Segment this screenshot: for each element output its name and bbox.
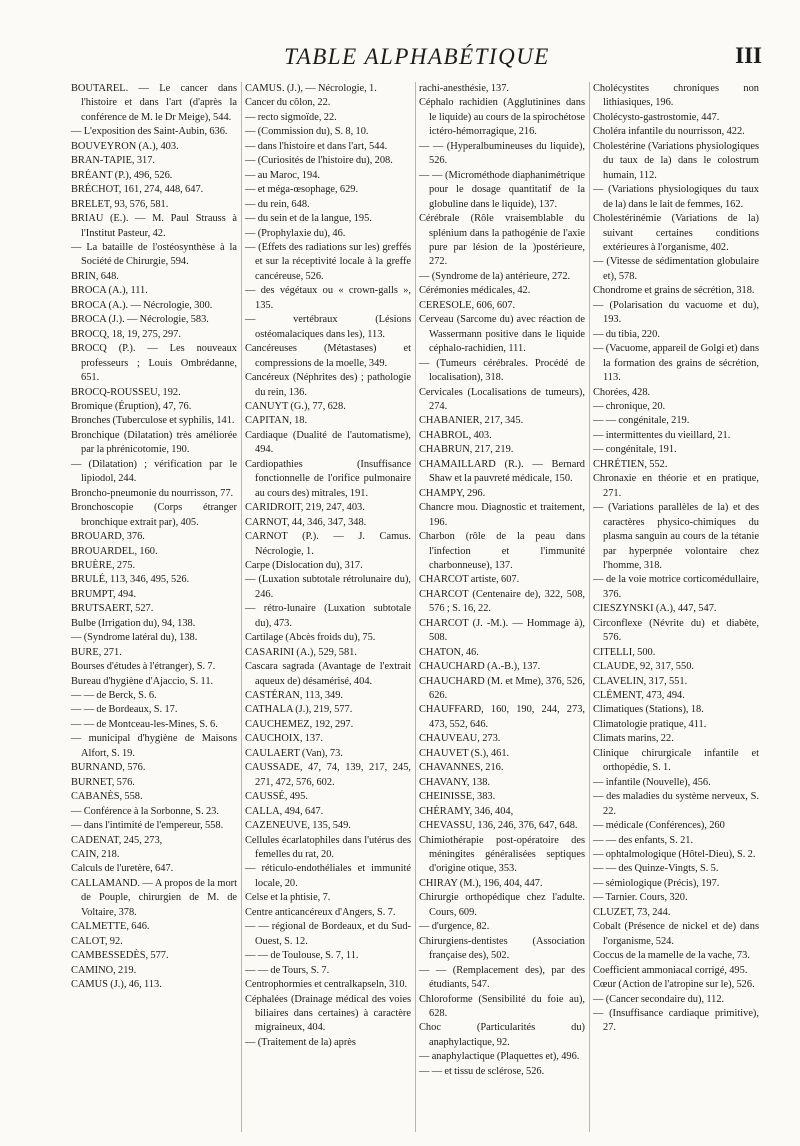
index-entry: Cellules écarlatophiles dans l'utérus des femelles du rat, 20. — [245, 834, 411, 861]
index-entry: — réticulo-endothéliales et immunité locale, 20. — [245, 863, 411, 889]
index-entry: CAPITAN, 18. — [245, 415, 308, 427]
index-entry: CHAUCHARD (A.-B.), 137. — [419, 661, 541, 673]
index-column-2 — [241, 82, 415, 1132]
index-entry: — Tarnier. Cours, 320. — [593, 892, 688, 904]
index-entry: BURE, 271. — [71, 646, 122, 658]
index-entry: — sémiologique (Précis), 197. — [593, 877, 720, 889]
index-entry: Cholestérinémie (Variations de la) suivant certaines conditions extérieures à l'organisme, 402. — [593, 213, 759, 253]
index-entry: BURNET, 576. — [71, 776, 135, 788]
index-entry: CLAUDE, 92, 317, 550. — [593, 661, 694, 673]
index-entry: CHARCOT (Centenaire de), 322, 508, 576 ; S. 16, 22. — [419, 588, 585, 615]
index-entry: Bronchoscopie (Corps étranger bronchique extrait par), 405. — [71, 502, 237, 528]
index-entry: Charbon (rôle de la peau dans l'infection et l'immunité charbonneuse), 137. — [419, 531, 585, 571]
index-entry: BRIAU (E.). — M. Paul Strauss à l'Institut Pasteur, 42. — [71, 213, 237, 239]
index-entry: — dans l'intimité de l'empereur, 558. — [71, 820, 224, 832]
index-entry: — (Syndrome de la) antérieure, 272. — [419, 270, 571, 282]
index-entry: CALLAMAND. — A propos de la mort de Pouple, chirurgien de M. de Voltaire, 378. — [71, 877, 237, 918]
index-entry: CHABANIER, 217, 345. — [419, 415, 524, 427]
index-entry: CERESOLE, 606, 607. — [419, 299, 516, 311]
index-entry: CASARINI (A.), 529, 581. — [245, 646, 357, 658]
index-entry: CHAUFFARD, 160, 190, 244, 273, 473, 552, 646. — [419, 704, 585, 730]
index-entry: Céphalo rachidien (Agglutinines dans le liquide) au cours de la spirochétose ictéro-hémorragique, 216. — [419, 97, 585, 138]
index-entry: — — de Montceau-les-Mines, S. 6. — [71, 718, 218, 730]
index-entry: CHAMPY, 296. — [419, 487, 486, 499]
index-entry: CHEVASSU, 136, 246, 376, 647, 648. — [419, 820, 578, 832]
index-entry: Carpe (Dislocation du), 317. — [245, 559, 363, 571]
index-entry: — — (Remplacement des), par des étudiants, 547. — [419, 964, 585, 991]
index-entry: CHABROL, 403. — [419, 429, 492, 441]
index-entry: Choc (Particularités du) anaphylactique, 92. — [419, 1022, 585, 1048]
index-entry: CAUSSADE, 47, 74, 139, 217, 245, 271, 472, 576, 602. — [245, 762, 411, 788]
index-entry: — — de Tours, S. 7. — [245, 964, 330, 976]
index-entry: Cœur (Action de l'atropine sur le), 526. — [593, 979, 755, 991]
index-entry: Chimiothérapie post-opératoire des méningites généralisées septiques d'origine otique, 353. — [419, 834, 585, 875]
index-entry: Centrophormies et centralkapseln, 310. — [245, 979, 408, 991]
index-column-1 — [68, 82, 241, 1132]
index-entry: CALLA, 494, 647. — [245, 805, 324, 817]
index-entry: — municipal d'hygiène de Maisons Alfort, S. 19. — [71, 733, 237, 759]
index-entry: CATHALA (J.), 219, 577. — [245, 704, 353, 716]
index-entry: — des végétaux ou « crown-galls », 135. — [245, 285, 411, 311]
page-header — [72, 40, 762, 76]
index-entry: Chancre mou. Diagnostic et traitement, 196. — [419, 502, 585, 528]
index-entry: Cancéreux (Néphrites des) ; pathologie du rein, 136. — [245, 372, 411, 398]
index-entry: CAMUS. (J.), — Nécrologie, 1. — [245, 83, 377, 94]
index-entry: — vertébraux (Lésions ostéomalaciques dans les), 113. — [245, 314, 411, 340]
index-entry: BROUARD, 376. — [71, 531, 145, 543]
index-entry: — (Dilatation) ; vérification par le lipiodol, 244. — [71, 458, 237, 485]
index-entry: Chorées, 428. — [593, 386, 651, 398]
index-entry: CHATON, 46. — [419, 646, 479, 658]
index-entry: BRELET, 93, 576, 581. — [71, 198, 169, 210]
index-entry: CHEINISSE, 383. — [419, 791, 496, 803]
index-entry: — infantile (Nouvelle), 456. — [593, 776, 711, 788]
index-entry: Cervicales (Localisations de tumeurs), 274. — [419, 386, 585, 412]
index-entry: CALMETTE, 646. — [71, 921, 150, 933]
index-entry: Bronchique (Dilatation) très améliorée par la phrénicotomie, 190. — [71, 429, 237, 456]
index-entry: — (Luxation subtotale rétrolunaire du), 246. — [245, 574, 411, 600]
index-entry: BROCQ, 18, 19, 275, 297. — [71, 328, 181, 340]
index-entry: Clinique chirurgicale infantile et orthopédie, S. 1. — [593, 747, 759, 774]
index-entry: BURNAND, 576. — [71, 762, 146, 774]
index-entry: BROCQ-ROUSSEU, 192. — [71, 386, 181, 398]
index-entry: — — de Berck, S. 6. — [71, 690, 157, 702]
index-entry: CHAMAILLARD (R.). — Bernard Shaw et la pauvreté médicale, 150. — [419, 458, 585, 485]
index-entry: CANUYT (G.), 77, 628. — [245, 400, 346, 412]
index-entry: CAMBESSEDÈS, 577. — [71, 950, 169, 962]
index-entry: CARNOT (P.). — J. Camus. Nécrologie, 1. — [245, 531, 411, 557]
index-entry: — chronique, 20. — [593, 400, 666, 412]
index-entry: — — et tissu de sclérose, 526. — [419, 1065, 545, 1077]
index-entry: Cobalt (Présence de nickel et de) dans l'organisme, 524. — [593, 921, 759, 947]
index-entry: — (Vacuome, appareil de Golgi et) dans la formation des grains de sécrétion, 113. — [593, 343, 759, 384]
index-entry: CHAUCHARD (M. et Mme), 376, 526, 626. — [419, 675, 585, 702]
index-entry: CHARCOT (J. -M.). — Hommage à), 508. — [419, 617, 585, 644]
index-entry: Choléra infantile du nourrisson, 422. — [593, 126, 745, 138]
index-entry: — des maladies du système nerveux, S. 22. — [593, 791, 759, 817]
index-entry: Cardiaque (Dualité de l'automatisme), 494. — [245, 429, 411, 456]
index-entry: Chloroforme (Sensibilité du foie au), 628. — [419, 993, 585, 1019]
index-entry: — (Tumeurs cérébrales. Procédé de localisation), 318. — [419, 357, 585, 384]
index-entry: — ophtalmologique (Hôtel-Dieu), S. 2. — [593, 849, 756, 861]
index-entry: CAMINO, 219. — [71, 964, 137, 976]
index-entry: CIESZYNSKI (A.), 447, 547. — [593, 603, 717, 615]
index-entry: BOUVEYRON (A.), 403. — [71, 140, 179, 152]
index-entry: Bulbe (Irrigation du), 94, 138. — [71, 617, 196, 629]
index-entry: BROCA (A.), 111. — [71, 285, 148, 297]
index-entry: Cholécysto-gastrostomie, 447. — [593, 111, 720, 123]
index-entry: CARNOT, 44, 346, 347, 348. — [245, 516, 367, 528]
index-entry: CHABRUN, 217, 219. — [419, 444, 514, 456]
index-entry: Cerveau (Sarcome du) avec réaction de Wassermann positive dans le liquide céphalo-rachidien, 111. — [419, 314, 585, 355]
index-entry: — — (Hyperalbumineuses du liquide), 526. — [419, 140, 585, 167]
index-entry: — (Effets des radiations sur les) greffés et sur la réceptivité locale à la greffe cancéreuse, 526. — [245, 241, 411, 282]
index-entry: Chronaxie en théorie et en pratique, 271. — [593, 473, 759, 499]
index-entry: Chirurgie orthopédique chez l'adulte. Cours, 609. — [419, 892, 585, 918]
index-entry: — (Insuffisance cardiaque primitive), 27. — [593, 1008, 759, 1034]
index-entry: CAZENEUVE, 135, 549. — [245, 820, 351, 832]
page-number: III — [735, 43, 762, 68]
index-entry: CHAVANNES, 216. — [419, 762, 504, 774]
index-entry: Circonflexe (Névrite du) et diabète, 576. — [593, 617, 759, 644]
index-entry: — (Prophylaxie du), 46. — [245, 227, 346, 239]
index-entry: — dans l'histoire et dans l'art, 544. — [245, 140, 388, 152]
index-entry: Chirurgiens-dentistes (Association française des), 502. — [419, 935, 585, 962]
index-entry: BROCA (A.). — Nécrologie, 300. — [71, 299, 213, 311]
index-entry: Cartilage (Abcès froids du), 75. — [245, 632, 376, 644]
index-entry: — et méga-œsophage, 629. — [245, 184, 359, 196]
index-entry: — de la voie motrice corticomédullaire, 376. — [593, 574, 759, 600]
index-entry: — La bataille de l'ostéosynthèse à la Société de Chirurgie, 594. — [71, 241, 237, 268]
index-entry: CHRÉTIEN, 552. — [593, 458, 668, 470]
index-entry: Chondrome et grains de sécrétion, 318. — [593, 285, 755, 297]
index-entry: Calculs de l'uretère, 647. — [71, 863, 174, 875]
index-entry: CLAVELIN, 317, 551. — [593, 675, 688, 687]
index-entry: Cascara sagrada (Avantage de l'extrait aqueux de) désamérisé, 404. — [245, 661, 411, 687]
index-entry: Cérémonies médicales, 42. — [419, 285, 531, 297]
index-entry: Broncho-pneumonie du nourrisson, 77. — [71, 487, 234, 499]
index-entry: — (Variations parallèles de la) et des caractères physico-chimiques du plasma sanguin au cours de la tétanie par hyperpnée volontaire chez l'homme, 318. — [593, 502, 759, 571]
index-entry: CHIRAY (M.), 196, 404, 447. — [419, 877, 543, 889]
index-entry: Coccus de la mamelle de la vache, 73. — [593, 950, 750, 962]
index-columns — [68, 82, 766, 1132]
index-entry: — (Traitement de la) après — [245, 1036, 356, 1048]
index-entry: CASTÉRAN, 113, 349. — [245, 690, 344, 702]
index-entry: BRUÈRE, 275. — [71, 559, 136, 571]
index-entry: — du sein et de la langue, 195. — [245, 213, 372, 225]
index-entry: BROCQ (P.). — Les nouveaux professeurs ; Louis Ombrédanne, 651. — [71, 343, 237, 384]
index-entry: CAMUS (J.), 46, 113. — [71, 979, 162, 991]
index-entry: BRUTSAERT, 527. — [71, 603, 154, 615]
index-entry: — (Syndrome latéral du), 138. — [71, 632, 198, 644]
index-entry: — médicale (Conférences), 260 — [593, 820, 725, 832]
index-entry: CITELLI, 500. — [593, 646, 656, 658]
index-entry: — — congénitale, 219. — [593, 415, 690, 427]
index-entry: CHAUVET (S.), 461. — [419, 747, 510, 759]
index-entry: Céphalées (Drainage médical des voies biliaires dans certaines) à caractère migraineux, 404. — [245, 993, 411, 1034]
index-entry: BRAN-TAPIE, 317. — [71, 155, 156, 167]
index-entry: — — de Toulouse, S. 7, 11. — [245, 950, 359, 962]
index-entry: — du tibia, 220. — [593, 328, 660, 340]
index-entry: Celse et la phtisie, 7. — [245, 892, 331, 904]
index-entry: Cancer du côlon, 22. — [245, 97, 331, 109]
index-entry: CAULAERT (Van), 73. — [245, 747, 343, 759]
index-entry: Cholestérine (Variations physiologiques du taux de la) dans le colostrum humain, 112. — [593, 140, 759, 181]
index-entry: — — (Microméthode diaphanimétrique pour le dosage quantitatif de la globuline dans le liquide), 137. — [419, 169, 585, 210]
index-entry: CADENAT, 245, 273, — [71, 834, 163, 846]
index-entry: BRUMPT, 494. — [71, 588, 137, 600]
index-entry: — recto sigmoïde, 22. — [245, 111, 337, 123]
index-entry: — (Polarisation du vacuome et du), 193. — [593, 299, 759, 326]
index-entry: CAUSSÉ, 495. — [245, 791, 308, 803]
index-entry: Cholécystites chroniques non lithiasiques, 196. — [593, 83, 759, 109]
index-entry: — anaphylactique (Plaquettes et), 496. — [419, 1051, 580, 1063]
index-entry: CARIDROIT, 219, 247, 403. — [245, 502, 365, 514]
index-entry: — intermittentes du vieillard, 21. — [593, 429, 731, 441]
index-entry: Cérébrale (Rôle vraisemblable du splénium dans la pathogénie de l'axie pure par lésion de la )postérieure, 272. — [419, 213, 585, 268]
index-entry: — (Variations physiologiques du taux de la) dans le lait de femmes, 162. — [593, 184, 759, 210]
index-entry: BRULÉ, 113, 346, 495, 526. — [71, 574, 190, 586]
index-entry: Coefficient ammoniacal corrigé, 495. — [593, 964, 748, 976]
index-entry: CAIN, 218. — [71, 849, 120, 861]
index-entry: — — de Bordeaux, S. 17. — [71, 704, 178, 716]
index-entry: BRÉCHOT, 161, 274, 448, 647. — [71, 184, 204, 196]
index-entry: CLÉMENT, 473, 494. — [593, 690, 685, 702]
index-entry: Bronches (Tuberculose et syphilis, 141. — [71, 415, 235, 427]
index-entry: — d'urgence, 82. — [419, 921, 490, 933]
index-entry: Centre anticancéreux d'Angers, S. 7. — [245, 906, 396, 918]
index-entry: CHÉRAMY, 346, 404, — [419, 805, 514, 817]
index-entry: CAUCHEMEZ, 192, 297. — [245, 718, 354, 730]
index-entry: Climatologie pratique, 411. — [593, 718, 707, 730]
index-entry: Climats marins, 22. — [593, 733, 674, 745]
index-entry: CALOT, 92. — [71, 935, 123, 947]
index-entry: — (Vitesse de sédimentation globulaire et), 578. — [593, 256, 759, 282]
index-entry: rachi-anesthésie, 137. — [419, 83, 510, 94]
index-entry: — (Cancer secondaire du), 112. — [593, 993, 725, 1005]
index-entry: — — des enfants, S. 21. — [593, 834, 694, 846]
index-entry: BRÉANT (P.), 496, 526. — [71, 169, 173, 181]
index-entry: CABANÈS, 558. — [71, 791, 143, 803]
index-entry: BROUARDEL, 160. — [71, 545, 158, 557]
index-entry: Bureau d'hygiène d'Ajaccio, S. 11. — [71, 675, 214, 687]
index-entry: CLUZET, 73, 244. — [593, 906, 671, 918]
index-entry: — rétro-lunaire (Luxation subtotale du), 473. — [245, 603, 411, 629]
index-entry: Bromique (Éruption), 47, 76. — [71, 400, 192, 412]
index-column-3 — [415, 82, 589, 1132]
index-entry: — — régional de Bordeaux, et du Sud-Ouest, S. 12. — [245, 921, 411, 947]
index-entry: — (Curiosités de l'histoire du), 208. — [245, 155, 393, 167]
index-entry: — L'exposition des Saint-Aubin, 636. — [71, 126, 228, 138]
index-entry: — au Maroc, 194. — [245, 169, 320, 181]
index-entry: Cancéreuses (Métastases) et compressions de la moelle, 349. — [245, 343, 411, 369]
index-entry: CAUCHOIX, 137. — [245, 733, 323, 745]
index-entry: — — des Quinze-Vingts, S. 5. — [593, 863, 719, 875]
index-entry: Bourses d'études à l'étranger), S. 7. — [71, 661, 216, 673]
index-entry: — (Commission du), S. 8, 10. — [245, 126, 369, 138]
index-entry: CHAUVEAU, 273. — [419, 733, 501, 745]
index-entry: — congénitale, 191. — [593, 444, 677, 456]
index-entry: CHAVANY, 138. — [419, 776, 491, 788]
index-entry: CHARCOT artiste, 607. — [419, 574, 520, 586]
index-entry: BRIN, 648. — [71, 270, 119, 282]
index-entry: — du rein, 648. — [245, 198, 310, 210]
index-entry: — Conférence à la Sorbonne, S. 23. — [71, 805, 219, 817]
page-title: TABLE ALPHABÉTIQUE — [284, 44, 550, 69]
index-entry: Cardiopathies (Insuffisance fonctionnelle de l'orifice pulmonaire au cours des) mitrales, 191. — [245, 458, 411, 499]
index-column-4 — [589, 82, 763, 1132]
index-entry: Climatiques (Stations), 18. — [593, 704, 704, 716]
index-entry: BROCA (J.). — Nécrologie, 583. — [71, 314, 209, 326]
index-entry: BOUTAREL. — Le cancer dans l'histoire et dans l'art (d'après la conférence de M. le Dr Meige), 544. — [71, 83, 237, 123]
